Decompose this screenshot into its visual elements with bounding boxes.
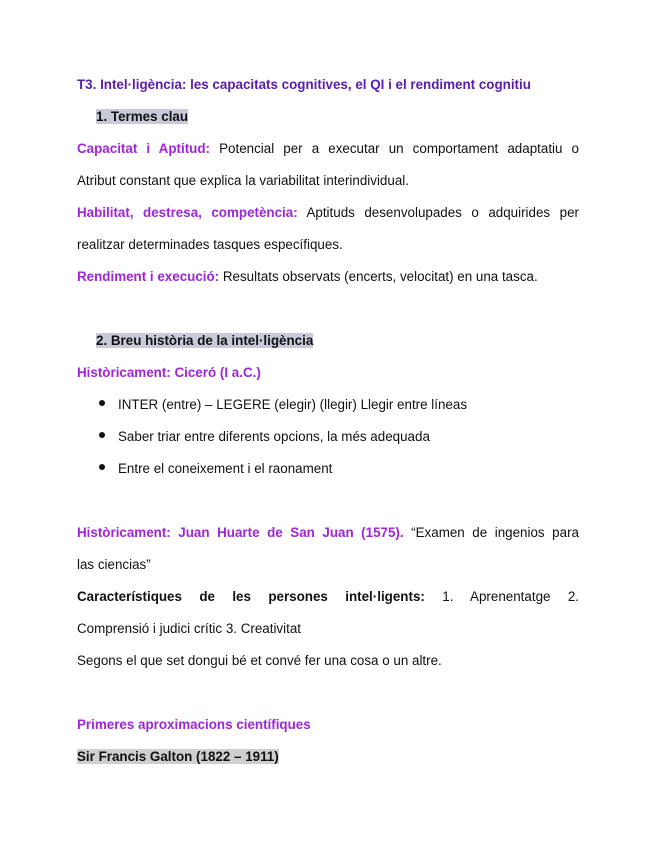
term-capacitat-def1: Potencial per a executar un comportament adaptatiu o — [210, 141, 579, 156]
term-rendiment-def: Resultats observats (encerts, velocitat) en una tasca. — [219, 269, 538, 284]
term-capacitat-label: Capacitat i Aptitud: — [77, 141, 210, 156]
term-rendiment-line — [77, 268, 538, 286]
caracteristiques-line2: Comprensió i judici crític 3. Creativitat — [77, 621, 301, 636]
caracteristiques-line1 — [77, 588, 579, 606]
term-habilitat-line1 — [77, 204, 579, 222]
document-title: T3. Intel·ligència: les capacitats cognitives, el QI i el rendiment cognitiu — [77, 77, 531, 92]
galton-heading-text: Sir Francis Galton (1822 – 1911) — [77, 749, 279, 764]
term-habilitat-label: Habilitat, destresa, competència: — [77, 205, 298, 220]
bullet-icon — [99, 464, 105, 470]
caracteristiques-rest: 1. Aprenentatge 2. — [424, 589, 580, 604]
galton-heading — [77, 748, 279, 766]
section-1-heading — [96, 108, 188, 126]
section-1-heading-text: 1. Termes clau — [96, 109, 189, 124]
list-item-text: Entre el coneixement i el raonament — [118, 461, 333, 476]
term-habilitat-def2: realitzar determinades tasques específiques. — [77, 237, 343, 252]
section-2-heading — [96, 332, 313, 350]
list-item-text: INTER (entre) – LEGERE (elegir) (llegir) Llegir entre líneas — [118, 397, 468, 412]
term-capacitat-def2: Atribut constant que explica la variabilitat interindividual. — [77, 173, 409, 188]
historic-huarte-line1 — [77, 524, 579, 542]
term-habilitat-def1: Aptituds desenvolupades o adquirides per — [297, 205, 579, 220]
historic-huarte-label: Històricament: Juan Huarte de San Juan (1575). — [77, 525, 404, 540]
bullet-icon — [99, 432, 105, 438]
term-rendiment-label: Rendiment i execució: — [77, 269, 220, 284]
historic-huarte-line2: las ciencias” — [77, 557, 151, 572]
list-item — [99, 428, 430, 446]
primeres-aproximacions-heading: Primeres aproximacions científiques — [77, 717, 311, 732]
list-item-text: Saber triar entre diferents opcions, la més adequada — [118, 429, 430, 444]
caracteristiques-label: Característiques de les persones intel·ligents: — [77, 589, 425, 604]
bullet-icon — [99, 400, 105, 406]
segons-text: Segons el que set dongui bé et convé fer una cosa o un altre. — [77, 653, 442, 668]
list-item — [99, 460, 332, 478]
historic-huarte-rest: “Examen de ingenios para — [403, 525, 579, 540]
section-2-heading-text: 2. Breu història de la intel·ligència — [96, 333, 314, 348]
term-capacitat-line1 — [77, 140, 579, 158]
list-item — [99, 396, 467, 414]
historic-cicero: Històricament: Ciceró (I a.C.) — [77, 365, 261, 380]
